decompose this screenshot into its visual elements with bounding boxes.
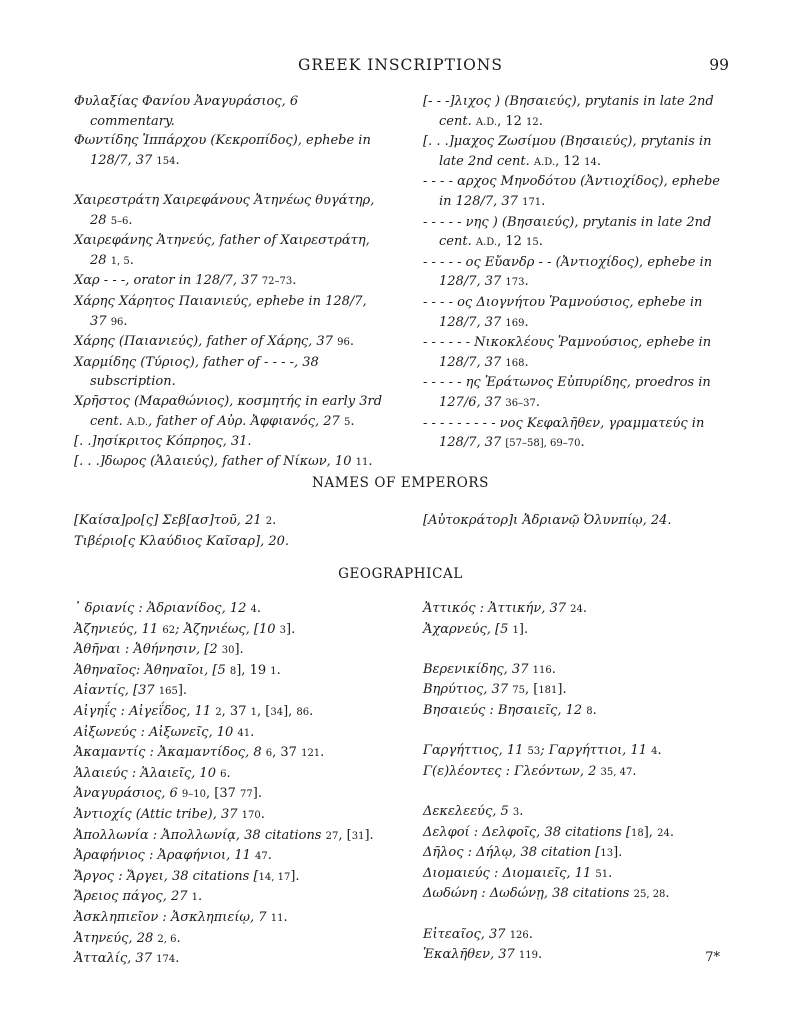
- entry-text: [. . .]μαχος Ζωσίμου (Βησαιεύς), prytanis in late 2nd cent.: [423, 134, 712, 169]
- entry-text: Αἰαντίς, [37: [74, 683, 159, 699]
- entry-text: Βηρύτιος, 37: [423, 682, 513, 698]
- line-reference: 181: [538, 685, 558, 697]
- entry-spacer: [423, 640, 733, 660]
- entry-text: .: [283, 909, 288, 925]
- entry-text: Φυλαξίας Φανίου Ἀναγυράσιος, 6 commentary.: [74, 94, 299, 129]
- line-reference: 154: [156, 155, 176, 167]
- line-reference: 53: [527, 746, 541, 758]
- entry-text: .: [538, 947, 543, 963]
- index-entry: [423, 864, 733, 885]
- entry-text: [. . .]δωρος (Ἁλαιεύς), father of Νίκων, 10: [74, 453, 356, 469]
- entry-text: Ἀτταλίς, 37: [74, 951, 157, 967]
- entry-text: .: [657, 743, 662, 759]
- line-reference: [57–58], 69–70: [505, 438, 581, 450]
- entry-text: [Καίσα]ρο[ς] Σεβ[ασ]τοῦ, 21: [74, 513, 266, 528]
- entry-text: Ἀκαμαντίς : Ἀκαμαντίδος, 8: [74, 745, 266, 761]
- entry-text: .: [592, 702, 597, 718]
- entry-text: Διομαιεύς : Διομαιεῖς, 11: [423, 865, 596, 881]
- entry-text: Εἰτεαῖος, 37: [423, 926, 510, 942]
- emperors-column-right: [423, 511, 733, 531]
- line-reference: 4: [651, 746, 658, 758]
- index-entry: [74, 887, 384, 908]
- entry-text: Ἄρειος πάγος, 27: [74, 889, 192, 905]
- entry-text: Δελφοί : Δελφοῖς, 38 citations [: [423, 824, 631, 840]
- entry-text: ],: [643, 824, 658, 840]
- entry-text: Φωντίδης Ἱππάρχου (Κεκροπίδος), ephebe in 128/7, 37: [74, 133, 371, 168]
- line-reference: 24: [570, 604, 583, 615]
- line-reference: 1: [270, 665, 277, 677]
- entry-text: .: [175, 951, 180, 967]
- entry-text: Δεκελεεύς, 5: [423, 803, 513, 819]
- line-reference: 4: [250, 604, 257, 615]
- entry-text: .: [292, 273, 297, 289]
- entry-text: - - - - - ης Ἐράτωνος Εὐπυρίδης, proedros in 127/6, 37: [423, 375, 711, 410]
- line-reference: 15: [526, 237, 539, 249]
- entry-text: ].: [557, 682, 567, 698]
- page-title: GREEK INSCRIPTIONS: [298, 56, 503, 74]
- line-reference: 126: [509, 929, 529, 941]
- entry-text: Αἰγηΐς : Αἰγεΐδος, 11: [74, 703, 216, 719]
- index-entry: [74, 949, 384, 970]
- line-reference: 31: [351, 830, 365, 842]
- emperors-column-left: [74, 511, 384, 551]
- line-reference: 41: [237, 727, 251, 739]
- entry-text: .: [272, 513, 277, 528]
- line-reference: 170: [241, 809, 261, 821]
- entry-text: ].: [364, 827, 374, 843]
- entry-text: .: [198, 889, 203, 905]
- entry-text: .: [524, 274, 529, 290]
- line-reference: 6: [220, 768, 227, 780]
- entry-text: , [: [524, 682, 539, 698]
- index-entry: [74, 271, 384, 292]
- line-reference: 75: [512, 685, 525, 697]
- line-reference: 3: [279, 624, 287, 636]
- entry-text: .: [596, 153, 601, 169]
- entry-text: , father of Αὐρ. Ἀφφιανός, 27: [148, 413, 344, 429]
- entry-text: , 37: [221, 703, 251, 719]
- entry-text: ],: [283, 703, 297, 719]
- entry-text: .: [128, 212, 133, 228]
- entry-text: Γ(ε)λέοντες : Γλεόντων, 2: [423, 763, 601, 779]
- entry-text: ].: [518, 621, 529, 637]
- line-reference: 165: [158, 686, 178, 698]
- entry-text: Χαρ - - -, orator in 128/7, 37: [74, 273, 262, 289]
- line-reference: 13: [600, 848, 614, 860]
- line-reference: 62: [162, 624, 176, 636]
- entry-text: Ἀραφήνιος : Ἀραφήνιοι, 11: [74, 848, 256, 864]
- index-entry: [423, 701, 733, 722]
- entry-text: ].: [177, 683, 188, 699]
- entry-text: .: [250, 724, 255, 740]
- entry-text: .: [524, 314, 529, 330]
- entry-text: [Αὐτοκράτορ]ι Ἀδριανῷ Ὀλυνπίῳ, 24.: [423, 513, 672, 528]
- entry-text: Χαρμίδης (Τύριος), father of - - - -, 38 subscription.: [74, 354, 319, 390]
- index-entry: [74, 599, 384, 620]
- entry-text: .: [528, 926, 533, 942]
- entry-spacer: [423, 782, 733, 802]
- entry-text: .: [541, 193, 546, 209]
- entry-text: .: [175, 152, 180, 168]
- index-entry: [74, 661, 384, 682]
- index-entry: [74, 908, 384, 929]
- entry-text: Αἰξωνεύς : Αἰξωνεῖς, 10: [74, 724, 238, 740]
- index-entry: [74, 681, 384, 702]
- index-entry: [74, 702, 384, 723]
- line-reference: 1: [250, 706, 257, 718]
- line-reference: 96: [110, 316, 124, 328]
- line-reference: A.D.: [126, 416, 149, 428]
- entry-text: , [: [256, 703, 271, 719]
- index-entry: [423, 823, 733, 844]
- index-entry: [74, 620, 384, 641]
- line-reference: A.D.: [475, 116, 498, 128]
- entry-text: .: [535, 394, 540, 410]
- entry-text: .: [276, 662, 281, 678]
- entry-text: Χρῆστος (Μαραθώνιος), κοσμητής in early 3rd cent.: [74, 393, 383, 429]
- line-reference: 6: [265, 748, 273, 760]
- entry-text: Τιβέριο[ς Κλαύδιος Καῖσαρ], 20.: [74, 533, 290, 549]
- index-entry: [74, 432, 384, 452]
- entry-text: ].: [286, 621, 296, 637]
- running-header: [0, 56, 801, 80]
- entry-text: [. .]ησίκριτος Κόπρηος, 31.: [74, 434, 252, 450]
- entry-text: .: [582, 601, 588, 616]
- entry-spacer: [74, 171, 384, 191]
- entry-text: .: [256, 601, 262, 616]
- entry-text: Ἀθῆναι : Ἀθήνησιν, [2: [74, 642, 222, 658]
- entry-text: Ἀναγυράσιος, 6: [74, 786, 182, 802]
- entry-text: .: [368, 453, 373, 469]
- entry-text: .: [260, 806, 265, 822]
- index-entry: [74, 640, 384, 661]
- line-reference: 96: [337, 337, 350, 349]
- entry-text: .: [580, 435, 585, 451]
- entry-text: .: [176, 930, 181, 946]
- line-reference: 72–73: [261, 276, 293, 288]
- index-entry: [423, 680, 733, 701]
- line-reference: 1: [512, 624, 519, 636]
- index-column-top-left: [74, 92, 384, 472]
- line-reference: 14: [584, 156, 597, 168]
- index-entry: [423, 945, 733, 966]
- signature-mark: 7*: [705, 950, 720, 965]
- entry-text: .: [551, 661, 556, 677]
- index-entry: [74, 846, 384, 867]
- index-entry: [74, 532, 384, 552]
- entry-text: , 12: [497, 113, 527, 129]
- entry-text: .: [538, 234, 543, 250]
- line-reference: 12: [526, 116, 539, 128]
- entry-text: Δωδώνη : Δωδώνῃ, 38 citations: [423, 886, 634, 902]
- entry-text: .: [350, 413, 355, 429]
- entry-text: Χάρης (Παιανιεύς), father of Χάρης, 37: [74, 334, 338, 350]
- entry-text: , 12: [555, 153, 585, 169]
- index-entry: [423, 213, 733, 253]
- entry-text: .: [669, 824, 674, 840]
- entry-text: ].: [234, 642, 244, 658]
- index-entry: [423, 660, 733, 681]
- index-entry: [423, 92, 733, 132]
- index-entry: [74, 929, 384, 950]
- line-reference: 119: [518, 950, 539, 962]
- entry-text: .: [123, 313, 128, 329]
- geographical-column-right: [423, 599, 733, 966]
- entry-text: Ἁλαιεύς : Ἁλαιεῖς, 10: [74, 765, 221, 781]
- entry-text: - - - - - - - - - νος Κεφαλῆθεν, γραμματεύς in 128/7, 37: [423, 415, 705, 451]
- index-entry: [74, 292, 384, 332]
- line-reference: 18: [631, 827, 644, 839]
- line-reference: 173: [505, 277, 525, 289]
- line-reference: 14, 17: [258, 871, 291, 883]
- index-entry: [74, 353, 384, 392]
- entry-text: ].: [290, 868, 300, 884]
- entry-text: Βερενικίδης, 37: [423, 661, 533, 677]
- entry-text: ].: [613, 845, 623, 861]
- entry-text: .: [267, 848, 272, 864]
- line-reference: 35, 47: [600, 766, 633, 778]
- line-reference: 77: [240, 789, 253, 801]
- index-entry: [423, 293, 733, 333]
- page-number: 99: [709, 56, 729, 74]
- line-reference: 2, 6: [157, 933, 177, 945]
- entry-text: .: [519, 803, 524, 819]
- geographical-column-left: [74, 599, 384, 970]
- line-reference: 1, 5: [110, 255, 130, 267]
- entry-text: - - - - - ος Εὔανδρ - - (Ἀντιοχίδος), ephebe in 128/7, 37: [423, 254, 713, 290]
- line-reference: 51: [595, 868, 609, 880]
- index-entry: [423, 884, 733, 905]
- entry-text: .: [320, 745, 325, 761]
- line-reference: 168: [505, 357, 525, 369]
- index-entry: [74, 452, 384, 473]
- line-reference: 5–6: [110, 215, 129, 227]
- entry-text: .: [538, 113, 543, 129]
- entry-text: - - - - αρχος Μηνοδότου (Ἀντιοχίδος), ephebe in 128/7, 37: [423, 174, 720, 209]
- index-entry: [423, 132, 733, 172]
- entry-text: Γαργήττιος, 11: [423, 743, 528, 759]
- index-entry: [74, 764, 384, 785]
- index-entry: [74, 723, 384, 744]
- line-reference: 47: [255, 851, 268, 863]
- line-reference: 169: [505, 317, 525, 329]
- line-reference: 36–37: [505, 397, 536, 409]
- index-entry: [423, 172, 733, 212]
- index-entry: [423, 253, 733, 293]
- entry-text: Χάρης Χάρητος Παιανιεύς, ephebe in 128/7, 37: [74, 293, 367, 329]
- index-entry: [423, 762, 733, 783]
- entry-spacer: [423, 905, 733, 925]
- index-entry: [74, 743, 384, 764]
- index-entry: [74, 805, 384, 826]
- line-reference: 30: [221, 645, 235, 657]
- entry-text: [- - -]λιχος ) (Βησαιεύς), prytanis in late 2nd cent.: [423, 94, 714, 129]
- index-entry: [74, 191, 384, 231]
- entry-text: Ἀζηνιεύς, 11: [74, 621, 163, 637]
- index-column-top-right: [423, 92, 733, 454]
- entry-text: , 37: [272, 745, 302, 761]
- entry-text: Χαιρεφάνης Ἀτηνεύς, father of Χαιρεστράτη, 28: [74, 233, 370, 268]
- index-entry: [423, 373, 733, 413]
- index-entry: [423, 802, 733, 823]
- entry-text: , [: [338, 827, 352, 843]
- entry-text: Δῆλος : Δήλῳ, 38 citation [: [423, 845, 601, 861]
- entry-spacer: [423, 722, 733, 742]
- entry-text: ], 19: [236, 662, 271, 678]
- index-entry: [74, 826, 384, 847]
- entry-text: - - - - - νης ) (Βησαιεύς), prytanis in late 2nd cent.: [423, 214, 712, 250]
- index-entry: [423, 843, 733, 864]
- line-reference: 121: [301, 748, 321, 760]
- index-entry: [423, 741, 733, 762]
- entry-text: Ἀτηνεύς, 28: [74, 930, 158, 946]
- line-reference: 3: [512, 806, 520, 818]
- entry-text: - - - - - - Νικοκλέους Ῥαμνούσιος, ephebe in 128/7, 37: [423, 335, 712, 370]
- index-entry: [423, 511, 733, 531]
- entry-text: .: [608, 865, 613, 881]
- entry-text: .: [524, 354, 529, 370]
- entry-text: Ἀχαρνεύς, [5: [423, 621, 513, 637]
- entry-text: Ἀσκληπιεῖον : Ἀσκληπιείῳ, 7: [74, 909, 271, 925]
- entry-text: ].: [252, 786, 262, 802]
- line-reference: A.D.: [475, 237, 498, 249]
- index-entry: [423, 620, 733, 641]
- line-reference: 9–10: [181, 789, 207, 801]
- line-reference: 11: [355, 456, 369, 468]
- index-entry: [74, 511, 384, 532]
- entry-text: Ἀθηναῖος: Ἀθηναῖοι, [5: [74, 662, 230, 678]
- line-reference: 86: [296, 706, 310, 718]
- entry-text: .: [129, 252, 134, 268]
- line-reference: 25, 28: [633, 889, 666, 901]
- entry-text: Βησαιεύς : Βησαιεῖς, 12: [423, 702, 587, 718]
- entry-text: , 12: [497, 234, 527, 250]
- entry-text: Ἑκαλῆθεν, 37: [423, 947, 519, 963]
- entry-text: , [37: [206, 786, 241, 802]
- index-entry: [423, 414, 733, 454]
- entry-text: Ἀττικός : Ἀττικήν, 37: [423, 601, 571, 616]
- line-reference: 5: [343, 416, 351, 428]
- index-entry: [423, 925, 733, 946]
- entry-text: Χαιρεστράτη Χαιρεφάνους Ἀτηνέως θυγάτηρ, 28: [74, 192, 375, 228]
- index-entry: [74, 231, 384, 271]
- line-reference: 2: [215, 706, 222, 718]
- line-reference: 8: [586, 705, 593, 717]
- index-entry: [74, 92, 384, 131]
- line-reference: 11: [270, 912, 284, 924]
- line-reference: 8: [229, 665, 237, 677]
- index-entry: [74, 332, 384, 353]
- index-entry: [423, 333, 733, 373]
- entry-text: ; Ἀζηνιέως, [10: [175, 621, 280, 637]
- line-reference: 171: [522, 196, 542, 208]
- index-entry: [423, 599, 733, 620]
- line-reference: 24: [657, 827, 670, 839]
- section-heading-geographical: GEOGRAPHICAL: [338, 566, 463, 582]
- section-heading-emperors: NAMES OF EMPERORS: [312, 475, 489, 491]
- line-reference: 116: [532, 664, 552, 676]
- entry-text: .: [226, 765, 231, 781]
- index-entry: [74, 784, 384, 805]
- line-reference: 2: [265, 516, 273, 527]
- entry-text: Ἄργος : Ἄργει, 38 citations [: [74, 868, 259, 884]
- entry-text: .: [665, 886, 670, 902]
- index-entry: [74, 131, 384, 171]
- entry-text: .: [632, 763, 637, 779]
- entry-text: .: [309, 703, 314, 719]
- index-entry: [74, 392, 384, 432]
- line-reference: A.D.: [533, 156, 556, 168]
- entry-text: Ἀπολλωνία : Ἀπολλωνίᾳ, 38 citations: [74, 827, 326, 843]
- entry-text: Ἀντιοχίς (Attic tribe), 37: [74, 806, 242, 822]
- line-reference: 1: [191, 892, 199, 904]
- entry-text: ᾿ δριανίς : Ἀδριανίδος, 12: [74, 601, 251, 616]
- line-reference: 27: [325, 830, 339, 842]
- line-reference: 174: [156, 954, 176, 966]
- entry-text: ; Γαργήττιοι, 11: [540, 743, 652, 759]
- entry-text: - - - - ος Διογνήτου Ῥαμνούσιος, ephebe in 128/7, 37: [423, 294, 703, 330]
- line-reference: 34: [270, 706, 284, 718]
- index-entry: [74, 867, 384, 888]
- entry-text: .: [349, 334, 354, 350]
